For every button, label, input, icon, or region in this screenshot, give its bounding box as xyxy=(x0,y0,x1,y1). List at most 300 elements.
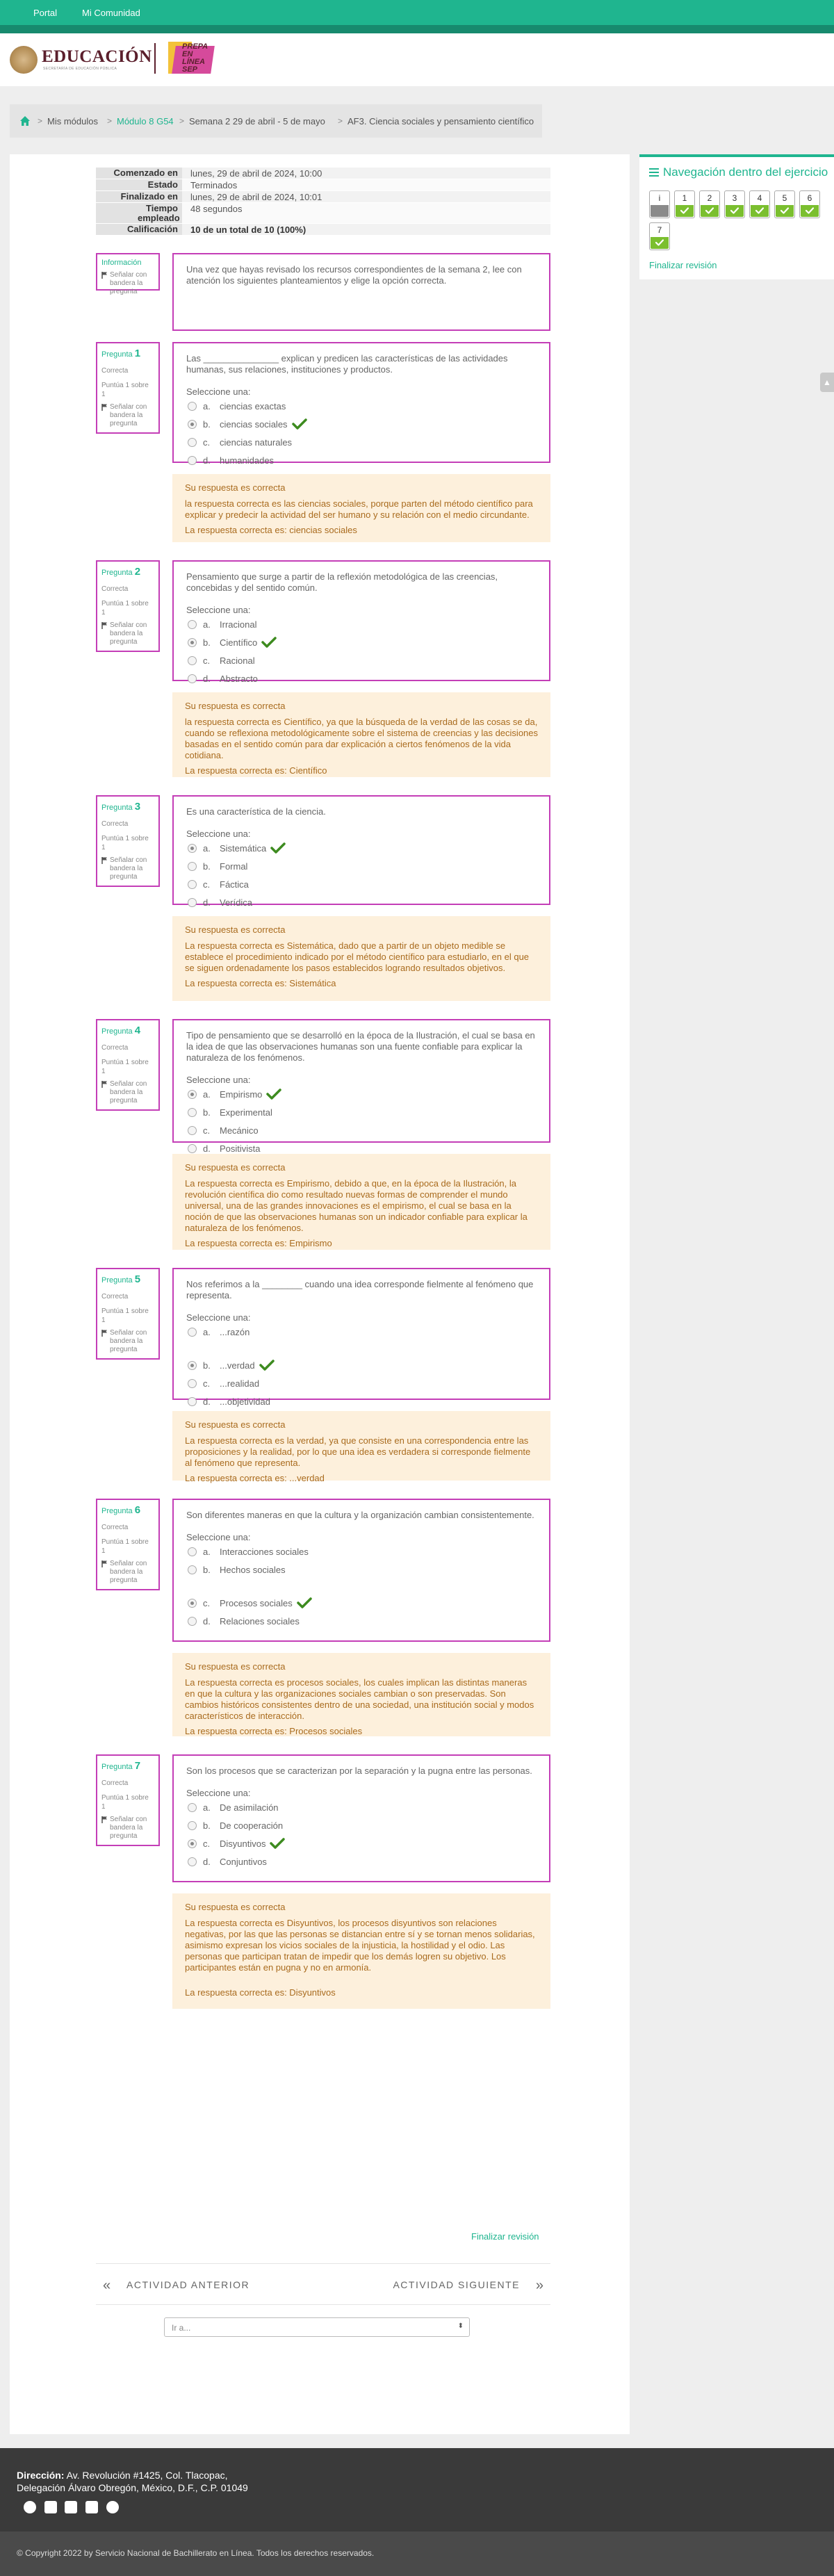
answer-option[interactable] xyxy=(186,1374,537,1392)
option-letter: b. xyxy=(203,1565,211,1575)
logo-subtitle: SECRETARÍA DE EDUCACIÓN PÚBLICA xyxy=(43,67,117,71)
question-number-value: 2 xyxy=(134,566,141,578)
breadcrumb-modulo[interactable]: Módulo 8 G54 xyxy=(117,116,174,127)
question-info-panel xyxy=(96,560,160,652)
option-text: Positivista xyxy=(220,1143,261,1154)
answer-option[interactable] xyxy=(186,633,537,651)
option-letter: c. xyxy=(203,1125,211,1136)
feedback-box xyxy=(172,1653,550,1736)
answer-option[interactable] xyxy=(186,1085,537,1103)
select-caret-icon: ⬍ xyxy=(457,2322,464,2330)
flag-label: Señalar con bandera la pregunta xyxy=(110,621,147,646)
feedback-heading: Su respuesta es correcta xyxy=(185,924,286,935)
flag-label: Señalar con bandera la pregunta xyxy=(110,403,147,427)
question-number xyxy=(101,1760,154,1772)
copyright-text: © Copyright 2022 by Servicio Nacional de Bachillerato en Línea. Todos los derechos reservados. xyxy=(17,2548,375,2558)
question-label: Pregunta xyxy=(101,1507,133,1515)
option-text: humanidades xyxy=(220,455,275,466)
radio-button[interactable] xyxy=(188,1379,197,1388)
correct-answer-text: La respuesta correcta es: ciencias sociales xyxy=(185,525,357,535)
question-state: Correcta xyxy=(101,1779,129,1787)
question-number xyxy=(101,1504,154,1516)
option-letter: c. xyxy=(203,879,211,890)
jump-to-select[interactable] xyxy=(164,2317,470,2337)
radio-button[interactable] xyxy=(188,1599,197,1608)
radio-button[interactable] xyxy=(188,1547,197,1556)
answer-option[interactable] xyxy=(186,1542,537,1560)
flag-question-toggle[interactable] xyxy=(101,621,154,646)
radio-button[interactable] xyxy=(188,880,197,889)
option-spacer xyxy=(186,1341,537,1356)
nav-question-button[interactable] xyxy=(799,190,820,218)
radio-button[interactable] xyxy=(188,1361,197,1370)
option-letter: b. xyxy=(203,419,211,430)
select-one-prompt: Seleccione una: xyxy=(186,605,251,615)
option-text: De asimilación xyxy=(220,1802,279,1813)
flag-icon xyxy=(101,404,108,411)
answer-option[interactable] xyxy=(186,839,537,857)
correct-check-icon xyxy=(297,1597,312,1609)
question-number xyxy=(101,801,154,813)
option-spacer xyxy=(186,1579,537,1594)
nav-question-button[interactable] xyxy=(724,190,745,218)
twitter-icon[interactable] xyxy=(65,2501,77,2513)
scroll-top-button[interactable]: ▲ xyxy=(820,373,834,392)
option-text: Interacciones sociales xyxy=(220,1547,309,1557)
option-text: Sistemática xyxy=(220,843,267,854)
education-logo[interactable] xyxy=(10,43,152,76)
option-text: Científico xyxy=(220,637,258,648)
feedback-box xyxy=(172,1893,550,2009)
question-state: Correcta xyxy=(101,1524,129,1531)
address-line-1: Av. Revolución #1425, Col. Tlacopac, xyxy=(66,2470,228,2481)
option-letter: a. xyxy=(203,1802,211,1813)
correct-answer-text: La respuesta correcta es: Científico xyxy=(185,765,327,776)
feedback-text: La respuesta correcta es Sistemática, dado que a partir de un objeto medible se establece el procedimiento indicado por el método científico para estudiarlo, en el que se siguen ordenadamente los pasos establecidos logrando resultados objetivos. xyxy=(185,940,530,973)
correct-check-icon xyxy=(292,418,307,430)
question-info-panel xyxy=(96,1499,160,1590)
option-letter: a. xyxy=(203,1547,211,1557)
question-text: Tipo de pensamiento que se desarrolló en la época de la Ilustración, el cual se basa en la idea de que las observaciones humanas son una fuente confiable para explicar la naturaleza de los fenómenos. xyxy=(186,1030,535,1063)
answer-option[interactable] xyxy=(186,1392,537,1410)
question-grade: Puntúa 1 sobre 1 xyxy=(101,1059,149,1075)
nav-button-label: 5 xyxy=(782,193,787,203)
question-text: Son los procesos que se caracterizan por la separación y la pugna entre las personas. xyxy=(186,1766,532,1776)
answer-option[interactable] xyxy=(186,1834,537,1852)
question-info-panel xyxy=(96,1019,160,1111)
option-text: Conjuntivos xyxy=(220,1857,267,1867)
option-letter: b. xyxy=(203,1820,211,1831)
radio-button[interactable] xyxy=(188,402,197,411)
feedback-box xyxy=(172,1154,550,1250)
option-letter: a. xyxy=(203,401,211,411)
summary-label: Calificación xyxy=(96,224,182,235)
logo-divider xyxy=(154,43,156,74)
nav-correct-bar xyxy=(776,205,794,217)
flag-label: Señalar con bandera la pregunta xyxy=(110,271,147,295)
option-letter: b. xyxy=(203,1107,211,1118)
question-number-value: 3 xyxy=(134,801,141,813)
question-number-value: 5 xyxy=(134,1273,141,1285)
feedback-box xyxy=(172,916,550,1001)
nav-button-label: 6 xyxy=(807,193,812,203)
flag-icon xyxy=(101,1816,108,1823)
activity-pagination xyxy=(96,2263,550,2305)
option-text: Empirismo xyxy=(220,1089,263,1100)
question-info-panel xyxy=(96,795,160,887)
breadcrumb-mis-modulos[interactable]: Mis módulos xyxy=(47,116,98,127)
select-one-prompt: Seleccione una: xyxy=(186,1075,251,1085)
option-text: Abstracto xyxy=(220,674,258,684)
answer-option[interactable] xyxy=(186,857,537,875)
correct-answer-text: La respuesta correcta es: Sistemática xyxy=(185,978,336,988)
nav-correct-bar xyxy=(751,205,769,217)
option-text: ciencias naturales xyxy=(220,437,293,448)
option-letter: c. xyxy=(203,1598,211,1608)
answer-option[interactable] xyxy=(186,1594,537,1612)
option-text: De cooperación xyxy=(220,1820,284,1831)
nav-button-label: 2 xyxy=(707,193,712,203)
question-grade: Puntúa 1 sobre 1 xyxy=(101,382,149,398)
question-box xyxy=(172,1019,550,1154)
answer-option[interactable] xyxy=(186,1356,537,1374)
radio-button[interactable] xyxy=(188,420,197,429)
breadcrumb-separator: > xyxy=(338,116,343,126)
question-grade: Puntúa 1 sobre 1 xyxy=(101,1538,149,1555)
question-grade: Puntúa 1 sobre 1 xyxy=(101,1794,149,1811)
question-number xyxy=(101,1025,154,1036)
address-label: Dirección: xyxy=(17,2470,65,2481)
option-letter: b. xyxy=(203,637,211,648)
radio-button[interactable] xyxy=(188,1126,197,1135)
nav-question-button[interactable] xyxy=(749,190,770,218)
finish-review-link[interactable]: Finalizar revisión xyxy=(649,260,717,270)
info-panel xyxy=(96,253,160,295)
option-letter: d. xyxy=(203,674,211,684)
option-letter: c. xyxy=(203,437,211,448)
previous-activity-link[interactable]: ACTIVIDAD ANTERIOR xyxy=(126,2279,250,2290)
answer-option[interactable] xyxy=(186,1798,537,1816)
radio-button[interactable] xyxy=(188,1803,197,1812)
option-letter: a. xyxy=(203,1089,211,1100)
question-label: Pregunta xyxy=(101,804,133,812)
correct-check-icon xyxy=(261,636,277,649)
question-label: Pregunta xyxy=(101,1763,133,1771)
answer-option[interactable] xyxy=(186,415,537,433)
radio-button[interactable] xyxy=(188,1090,197,1099)
info-text-box xyxy=(172,253,550,331)
option-text: Procesos sociales xyxy=(220,1598,293,1608)
home-icon[interactable] xyxy=(19,115,31,127)
question-grade: Puntúa 1 sobre 1 xyxy=(101,1307,149,1324)
summary-row-started xyxy=(96,167,550,179)
address-line-2: Delegación Álvaro Obregón, México, D.F., C.P. 01049 xyxy=(17,2482,248,2493)
question-number-value: 6 xyxy=(134,1504,141,1516)
nav-correct-bar xyxy=(726,205,744,217)
option-letter: b. xyxy=(203,1360,211,1371)
option-text: ...objetividad xyxy=(220,1396,270,1407)
nav-button-label: 3 xyxy=(732,193,737,203)
answer-option[interactable] xyxy=(186,1103,537,1121)
nav-correct-bar xyxy=(651,237,669,249)
option-letter: d. xyxy=(203,1857,211,1867)
social-links xyxy=(24,2501,124,2516)
correct-answer-text: La respuesta correcta es: Procesos sociales xyxy=(185,1726,363,1736)
radio-button[interactable] xyxy=(188,1144,197,1153)
question-label: Pregunta xyxy=(101,569,133,577)
radio-button[interactable] xyxy=(188,1328,197,1337)
instagram-icon[interactable] xyxy=(106,2501,119,2513)
finish-review-link-bottom[interactable]: Finalizar revisión xyxy=(471,2231,539,2242)
select-one-prompt: Seleccione una: xyxy=(186,1788,251,1798)
breadcrumb xyxy=(10,104,542,138)
radio-button[interactable] xyxy=(188,1821,197,1830)
option-letter: d. xyxy=(203,1143,211,1154)
correct-check-icon xyxy=(266,1088,281,1100)
answer-option[interactable] xyxy=(186,1816,537,1834)
question-number xyxy=(101,1273,154,1285)
question-label: Pregunta xyxy=(101,1027,133,1036)
flag-label: Señalar con bandera la pregunta xyxy=(110,856,147,881)
logo-title: EDUCACIÓN xyxy=(42,47,152,66)
question-text: Es una característica de la ciencia. xyxy=(186,806,326,817)
option-letter: d. xyxy=(203,1616,211,1627)
flag-label: Señalar con bandera la pregunta xyxy=(110,1329,147,1353)
nav-question-button[interactable] xyxy=(774,190,795,218)
answer-option[interactable] xyxy=(186,1121,537,1139)
option-text: Verídica xyxy=(220,897,252,908)
select-one-prompt: Seleccione una: xyxy=(186,1312,251,1323)
question-label: Pregunta xyxy=(101,350,133,359)
flag-icon xyxy=(101,622,108,629)
question-box xyxy=(172,795,550,908)
radio-button[interactable] xyxy=(188,456,197,465)
question-box xyxy=(172,1754,550,1882)
option-text: Relaciones sociales xyxy=(220,1616,300,1627)
answer-option[interactable] xyxy=(186,669,537,687)
radio-button[interactable] xyxy=(188,1565,197,1574)
nav-community-link[interactable]: Mi Comunidad xyxy=(82,8,140,18)
jump-select-value: Ir a... xyxy=(172,2323,191,2333)
info-title: Información xyxy=(101,259,142,267)
option-letter: d. xyxy=(203,1396,211,1407)
option-text: ...realidad xyxy=(220,1378,260,1389)
radio-button[interactable] xyxy=(188,844,197,853)
question-text: Pensamiento que surge a partir de la reflexión metodológica de las creencias, concebidas y del sentido común. xyxy=(186,571,498,593)
flag-label: Señalar con bandera la pregunta xyxy=(110,1560,147,1584)
radio-button[interactable] xyxy=(188,438,197,447)
option-letter: a. xyxy=(203,619,211,630)
option-text: Racional xyxy=(220,655,255,666)
nav-question-button[interactable] xyxy=(699,190,720,218)
answer-option[interactable] xyxy=(186,1612,537,1630)
radio-button[interactable] xyxy=(188,898,197,907)
answer-option[interactable] xyxy=(186,1852,537,1870)
feedback-text: La respuesta correcta es la verdad, ya que consiste en una correspondencia entre las proposiciones y la realidad, por lo que una idea es verdadera si corresponde fielmente al fenómeno que representa. xyxy=(185,1435,531,1468)
feedback-box xyxy=(172,1411,550,1481)
select-one-prompt: Seleccione una: xyxy=(186,1532,251,1542)
summary-row-finished xyxy=(96,190,550,202)
feedback-text: La respuesta correcta es Empirismo, debido a que, en la época de la Ilustración, la revolución científica dio como resultado nuevas formas de comprender el mundo universal, una de las grandes innovaciones es el empirismo, el cual se basa en la noción de que las observaciones humanas son un indicador confiable para explicar la naturaleza de los fenómenos. xyxy=(185,1178,528,1233)
question-state: Correcta xyxy=(101,1044,129,1052)
summary-label: Comenzado en xyxy=(96,168,182,179)
feedback-heading: Su respuesta es correcta xyxy=(185,1162,286,1173)
question-state: Correcta xyxy=(101,585,129,593)
option-letter: c. xyxy=(203,655,211,666)
question-box xyxy=(172,1268,550,1407)
summary-row-grade xyxy=(96,223,550,235)
chevron-right-icon[interactable]: » xyxy=(535,2278,543,2293)
feedback-text: la respuesta correcta es Científico, ya que la búsqueda de la verdad de las cosas se da, cuando se reflexiona metodológicamente sobre el sistema de creencias y las decisiones basadas en el sentido común para dar explicación a ciertos fenómenos de la vida cotidiana. xyxy=(185,717,539,760)
summary-row-state xyxy=(96,179,550,190)
option-text: ...razón xyxy=(220,1327,250,1337)
flag-question-toggle[interactable] xyxy=(101,1816,154,1841)
feedback-text: la respuesta correcta es las ciencias sociales, porque parten del método científico para explicar y predecir la actividad del ser humano y su relación con el medio circundante. xyxy=(185,498,533,520)
menu-icon xyxy=(649,168,659,177)
radio-button[interactable] xyxy=(188,1857,197,1866)
answer-option[interactable] xyxy=(186,451,537,469)
flag-label: Señalar con bandera la pregunta xyxy=(110,1816,147,1840)
question-text: Son diferentes maneras en que la cultura y la organización cambian consistentemente. xyxy=(186,1510,534,1520)
feedback-text: La respuesta correcta es procesos sociales, los cuales implican las distintas maneras en que la cultura y las organizaciones sociales cambian o son preservadas. Son cambios históricos consistentes dentro de una sociedad, una institución social y modos característicos de interacción. xyxy=(185,1677,534,1721)
option-letter: a. xyxy=(203,1327,211,1337)
correct-check-icon xyxy=(259,1359,275,1371)
site-footer xyxy=(0,2448,834,2532)
question-number-value: 7 xyxy=(134,1760,141,1772)
correct-answer-text: La respuesta correcta es: ...verdad xyxy=(185,1473,325,1483)
nav-correct-bar xyxy=(801,205,819,217)
summary-value: lunes, 29 de abril de 2024, 10:01 xyxy=(190,192,322,202)
feedback-spacer xyxy=(185,1973,538,1983)
quiz-navigation-title-text: Navegación dentro del ejercicio xyxy=(663,165,828,179)
radio-button[interactable] xyxy=(188,674,197,683)
question-label: Pregunta xyxy=(101,1276,133,1285)
answer-option[interactable] xyxy=(186,893,537,911)
nav-portal-link[interactable]: Portal xyxy=(33,8,57,18)
breadcrumb-separator: > xyxy=(107,116,113,126)
feedback-box xyxy=(172,692,550,777)
correct-answer-text: La respuesta correcta es: Disyuntivos xyxy=(185,1987,336,1998)
option-text: ciencias sociales xyxy=(220,419,288,430)
flag-question-toggle[interactable] xyxy=(101,856,154,881)
option-letter: a. xyxy=(203,843,211,854)
select-one-prompt: Seleccione una: xyxy=(186,829,251,839)
answer-option[interactable] xyxy=(186,651,537,669)
option-letter: d. xyxy=(203,455,211,466)
main-content xyxy=(10,154,630,2434)
answer-option[interactable] xyxy=(186,615,537,633)
flag-question-toggle[interactable] xyxy=(101,403,154,428)
nav-button-label: 7 xyxy=(657,225,662,235)
footer-address xyxy=(17,2469,248,2494)
nav-button-label: i xyxy=(658,193,661,203)
question-text: Las _______________ explican y predicen las características de las actividades humanas, sus relaciones, instituciones y productos. xyxy=(186,353,508,375)
answer-option[interactable] xyxy=(186,433,537,451)
question-grade: Puntúa 1 sobre 1 xyxy=(101,600,149,617)
youtube-icon[interactable] xyxy=(85,2501,98,2513)
feedback-heading: Su respuesta es correcta xyxy=(185,1419,286,1430)
nav-correct-bar xyxy=(701,205,719,217)
feedback-heading: Su respuesta es correcta xyxy=(185,1902,286,1912)
flag-icon xyxy=(101,272,108,279)
option-text: ciencias exactas xyxy=(220,401,286,411)
flag-question-toggle[interactable] xyxy=(101,1080,154,1105)
feedback-heading: Su respuesta es correcta xyxy=(185,482,286,493)
flag-question-toggle[interactable] xyxy=(101,1560,154,1585)
nav-button-label: 4 xyxy=(757,193,762,203)
feedback-heading: Su respuesta es correcta xyxy=(185,701,286,711)
nav-question-button[interactable] xyxy=(674,190,695,218)
summary-value: lunes, 29 de abril de 2024, 10:00 xyxy=(190,168,322,179)
nav-status-bar xyxy=(651,205,669,217)
option-letter: c. xyxy=(203,1839,211,1849)
quiz-navigation-block xyxy=(639,154,834,279)
flag-question-toggle[interactable] xyxy=(101,271,154,296)
option-letter: c. xyxy=(203,1378,211,1389)
radio-button[interactable] xyxy=(188,1108,197,1117)
radio-button[interactable] xyxy=(188,1397,197,1406)
summary-value: 10 de un total de 10 (100%) xyxy=(190,225,306,235)
next-activity-link[interactable]: ACTIVIDAD SIGUIENTE xyxy=(393,2279,520,2290)
question-state: Correcta xyxy=(101,367,129,375)
option-text: Disyuntivos xyxy=(220,1839,266,1849)
feedback-heading: Su respuesta es correcta xyxy=(185,1661,286,1672)
summary-label: Estado xyxy=(96,179,182,190)
option-text: Mecánico xyxy=(220,1125,259,1136)
summary-row-time xyxy=(96,202,550,223)
nav-question-button[interactable] xyxy=(649,222,670,250)
summary-label: Finalizado en xyxy=(96,191,182,202)
flag-icon xyxy=(101,1081,108,1088)
question-box xyxy=(172,560,550,684)
attempt-summary-table xyxy=(96,167,550,235)
seal-icon xyxy=(10,46,38,74)
prepa-en-linea-logo[interactable] xyxy=(167,39,222,76)
nav-correct-bar xyxy=(676,205,694,217)
question-number xyxy=(101,566,154,578)
breadcrumb-separator: > xyxy=(179,116,185,126)
copyright-bar xyxy=(0,2532,834,2576)
question-info-panel xyxy=(96,342,160,434)
radio-button[interactable] xyxy=(188,620,197,629)
globe-icon[interactable] xyxy=(24,2501,36,2513)
feedback-box xyxy=(172,474,550,542)
radio-button[interactable] xyxy=(188,656,197,665)
correct-answer-text: La respuesta correcta es: Empirismo xyxy=(185,1238,332,1248)
flag-icon xyxy=(101,857,108,864)
question-state: Correcta xyxy=(101,1293,129,1301)
radio-button[interactable] xyxy=(188,1617,197,1626)
radio-button[interactable] xyxy=(188,638,197,647)
facebook-icon[interactable] xyxy=(44,2501,57,2513)
answer-option[interactable] xyxy=(186,397,537,415)
summary-value: 48 segundos xyxy=(190,204,243,214)
question-number xyxy=(101,348,154,359)
nav-info-button[interactable] xyxy=(649,190,670,218)
quiz-navigation-title xyxy=(649,165,828,179)
select-one-prompt: Seleccione una: xyxy=(186,386,251,397)
option-letter: d. xyxy=(203,897,211,908)
radio-button[interactable] xyxy=(188,1839,197,1848)
answer-option[interactable] xyxy=(186,875,537,893)
answer-option[interactable] xyxy=(186,1323,537,1341)
chevron-left-icon[interactable]: « xyxy=(103,2278,111,2293)
flag-question-toggle[interactable] xyxy=(101,1329,154,1354)
radio-button[interactable] xyxy=(188,862,197,871)
breadcrumb-semana[interactable]: Semana 2 29 de abril - 5 de mayo xyxy=(189,116,325,127)
answer-option[interactable] xyxy=(186,1560,537,1579)
option-text: Formal xyxy=(220,861,248,872)
